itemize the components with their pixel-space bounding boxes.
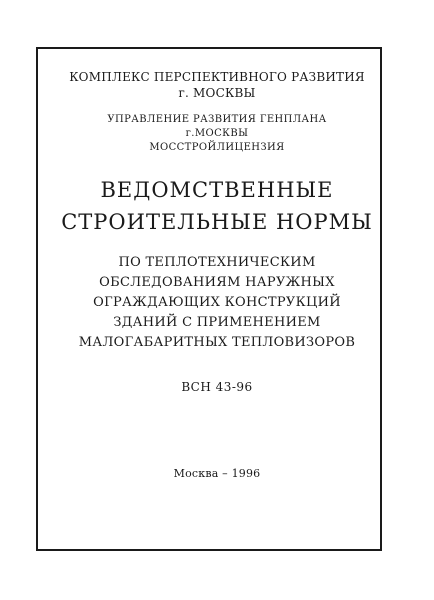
dept-name-line1: УПРАВЛЕНИЕ РАЗВИТИЯ ГЕНПЛАНА <box>107 114 327 125</box>
dept-name-line2: г.МОСКВЫ <box>185 128 249 139</box>
org-name-line2: г. МОСКВЫ <box>178 86 256 100</box>
document-title-line2: СТРОИТЕЛЬНЫЕ НОРМЫ <box>61 210 373 234</box>
org-name-line1: КОМПЛЕКС ПЕРСПЕКТИВНОГО РАЗВИТИЯ <box>69 70 365 84</box>
subtitle-line5: МАЛОГАБАРИТНЫХ ТЕПЛОВИЗОРОВ <box>78 335 356 350</box>
subtitle-line2: ОБСЛЕДОВАНИЯМ НАРУЖНЫХ <box>99 275 335 290</box>
document-title-line1: ВЕДОМСТВЕННЫЕ <box>100 178 334 202</box>
subtitle-line4: ЗДАНИЙ С ПРИМЕНЕНИЕМ <box>113 315 321 330</box>
place-year: Москва – 1996 <box>173 467 261 480</box>
subtitle-line3: ОГРАЖДАЮЩИХ КОНСТРУКЦИЙ <box>93 295 341 310</box>
subtitle-line1: ПО ТЕПЛОТЕХНИЧЕСКИМ <box>118 255 316 270</box>
dept-name-line3: МОССТРОЙЛИЦЕНЗИЯ <box>149 142 285 153</box>
document-code: ВСН 43-96 <box>181 380 253 394</box>
